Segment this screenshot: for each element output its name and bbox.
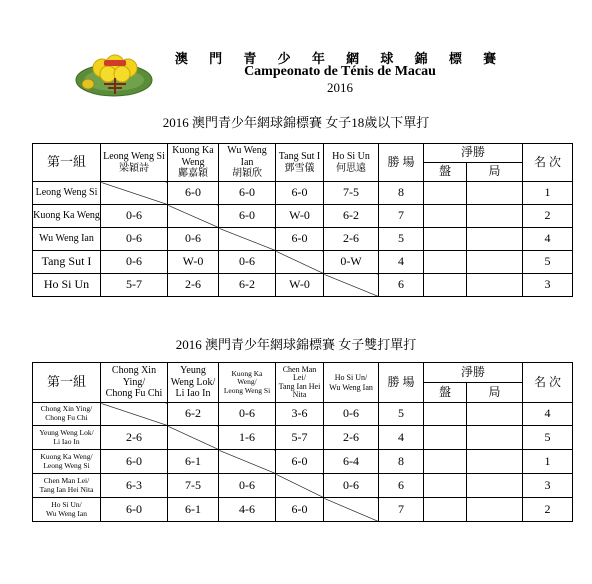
score-cell: 6-1 bbox=[168, 450, 219, 474]
team-name: Yeung Weng Lok/ Li Iao In bbox=[33, 426, 101, 450]
wins-cell: 7 bbox=[379, 205, 424, 228]
header-portuguese-title: Campeonato de Ténis de Macau bbox=[244, 64, 436, 79]
col-header: Kuong Ka Weng/ Leong Weng Si bbox=[219, 363, 276, 403]
score-cell: 6-2 bbox=[324, 205, 379, 228]
wins-cell: 8 bbox=[379, 450, 424, 474]
sets-cell bbox=[424, 403, 467, 426]
score-cell: 1-6 bbox=[219, 426, 276, 450]
team-name: Ho Si Un/ Wu Weng Ian bbox=[33, 498, 101, 522]
score-cell: W-0 bbox=[276, 274, 324, 297]
score-cell: 0-6 bbox=[168, 228, 219, 251]
wins-cell: 8 bbox=[379, 182, 424, 205]
games-cell bbox=[467, 274, 523, 297]
games-header: 局 bbox=[467, 383, 523, 403]
rank-cell: 3 bbox=[523, 274, 573, 297]
table1-grid bbox=[32, 143, 573, 297]
player-name: Ho Si Un bbox=[33, 274, 101, 297]
sets-header: 盤 bbox=[424, 383, 467, 403]
rank-cell: 2 bbox=[523, 205, 573, 228]
rank-header: 名 次 bbox=[523, 144, 573, 182]
score-cell: 6-0 bbox=[276, 450, 324, 474]
score-cell: 0-6 bbox=[324, 403, 379, 426]
score-cell: W-0 bbox=[276, 205, 324, 228]
score-cell: 2-6 bbox=[324, 426, 379, 450]
sets-cell bbox=[424, 498, 467, 522]
wins-cell: 4 bbox=[379, 251, 424, 274]
player-name: Tang Sut I bbox=[33, 251, 101, 274]
table-row bbox=[33, 498, 573, 522]
col-header: Chen Man Lei/ Tang Ian Hei Nita bbox=[276, 363, 324, 403]
score-cell: 6-0 bbox=[101, 450, 168, 474]
col-header: Ho Si Un 何思遠 bbox=[324, 144, 379, 182]
sets-cell bbox=[424, 228, 467, 251]
self-match-cell bbox=[168, 205, 219, 228]
table-row bbox=[33, 474, 573, 498]
header-year: 2016 bbox=[327, 80, 353, 95]
self-match-cell bbox=[219, 228, 276, 251]
score-cell: 2-6 bbox=[324, 228, 379, 251]
games-cell bbox=[467, 205, 523, 228]
score-cell: 5-7 bbox=[101, 274, 168, 297]
score-cell: 7-5 bbox=[168, 474, 219, 498]
games-cell bbox=[467, 426, 523, 450]
group-header: 第一組 bbox=[33, 363, 101, 403]
score-cell: 6-0 bbox=[276, 182, 324, 205]
games-cell bbox=[467, 403, 523, 426]
table2-grid bbox=[32, 362, 573, 522]
score-cell: W-0 bbox=[168, 251, 219, 274]
sets-cell bbox=[424, 182, 467, 205]
score-cell: 0-6 bbox=[219, 251, 276, 274]
rank-cell: 5 bbox=[523, 426, 573, 450]
rank-header: 名 次 bbox=[523, 363, 573, 403]
rank-cell: 5 bbox=[523, 251, 573, 274]
player-name: Leong Weng Si bbox=[33, 182, 101, 205]
sets-cell bbox=[424, 274, 467, 297]
net-header: 淨勝 bbox=[424, 144, 523, 163]
table-row bbox=[33, 205, 573, 228]
table2-title: 2016 澳門青少年網球錦標賽 女子雙打單打 bbox=[175, 337, 417, 352]
table-row bbox=[33, 450, 573, 474]
col-header: Kuong Ka Weng 鄺嘉穎 bbox=[168, 144, 219, 182]
table-row bbox=[33, 403, 573, 426]
rank-cell: 4 bbox=[523, 403, 573, 426]
self-match-cell bbox=[101, 403, 168, 426]
score-cell: 2-6 bbox=[168, 274, 219, 297]
score-cell: 2-6 bbox=[101, 426, 168, 450]
score-cell: 6-0 bbox=[276, 228, 324, 251]
score-cell: 3-6 bbox=[276, 403, 324, 426]
net-header: 淨勝 bbox=[424, 363, 523, 383]
self-match-cell bbox=[101, 182, 168, 205]
col-header: Yeung Weng Lok/ Li Iao In bbox=[168, 363, 219, 403]
rank-cell: 1 bbox=[523, 182, 573, 205]
score-cell: 6-3 bbox=[101, 474, 168, 498]
score-cell: 0-6 bbox=[219, 403, 276, 426]
rank-cell: 3 bbox=[523, 474, 573, 498]
score-cell: 0-6 bbox=[101, 251, 168, 274]
score-cell: 6-0 bbox=[219, 205, 276, 228]
team-name: Chen Man Lei/ Tang Ian Hei Nita bbox=[33, 474, 101, 498]
wins-cell: 6 bbox=[379, 274, 424, 297]
table-row bbox=[33, 182, 573, 205]
wins-header: 勝 場 bbox=[379, 144, 424, 182]
wins-cell: 7 bbox=[379, 498, 424, 522]
table-row bbox=[33, 228, 573, 251]
wins-cell: 5 bbox=[379, 403, 424, 426]
games-cell bbox=[467, 182, 523, 205]
score-cell: 6-0 bbox=[219, 182, 276, 205]
self-match-cell bbox=[324, 498, 379, 522]
table-row bbox=[33, 251, 573, 274]
self-match-cell bbox=[168, 426, 219, 450]
player-name: Wu Weng Ian bbox=[33, 228, 101, 251]
sets-cell bbox=[424, 450, 467, 474]
score-cell: 0-6 bbox=[324, 474, 379, 498]
score-cell: 6-0 bbox=[101, 498, 168, 522]
sets-cell bbox=[424, 251, 467, 274]
table1-title: 2016 澳門青少年網球錦標賽 女子18歲以下單打 bbox=[162, 115, 430, 130]
self-match-cell bbox=[276, 474, 324, 498]
score-cell: 4-6 bbox=[219, 498, 276, 522]
col-header: Tang Sut I 鄧雪儀 bbox=[276, 144, 324, 182]
table-row bbox=[33, 274, 573, 297]
score-cell: 6-1 bbox=[168, 498, 219, 522]
score-cell: 5-7 bbox=[276, 426, 324, 450]
header-chinese-title: 澳 門 青 少 年 網 球 錦 標 賽 bbox=[174, 51, 506, 66]
score-cell: 7-5 bbox=[324, 182, 379, 205]
score-cell: 6-2 bbox=[168, 403, 219, 426]
self-match-cell bbox=[276, 251, 324, 274]
score-cell: 0-6 bbox=[219, 474, 276, 498]
wins-cell: 4 bbox=[379, 426, 424, 450]
sets-header: 盤 bbox=[424, 163, 467, 182]
sets-cell bbox=[424, 426, 467, 450]
score-cell: 6-0 bbox=[276, 498, 324, 522]
games-cell bbox=[467, 450, 523, 474]
self-match-cell bbox=[219, 450, 276, 474]
group-header: 第一組 bbox=[33, 144, 101, 182]
col-header: Leong Weng Si 梁穎詩 bbox=[101, 144, 168, 182]
sets-cell bbox=[424, 205, 467, 228]
player-name: Kuong Ka Weng bbox=[33, 205, 101, 228]
rank-cell: 4 bbox=[523, 228, 573, 251]
team-name: Chong Xin Ying/ Chong Fu Chi bbox=[33, 403, 101, 426]
score-cell: 0-W bbox=[324, 251, 379, 274]
score-cell: 6-2 bbox=[219, 274, 276, 297]
score-cell: 0-6 bbox=[101, 228, 168, 251]
team-name: Kuong Ka Weng/ Leong Weng Si bbox=[33, 450, 101, 474]
score-cell: 0-6 bbox=[101, 205, 168, 228]
games-header: 局 bbox=[467, 163, 523, 182]
games-cell bbox=[467, 474, 523, 498]
col-header: Ho Si Un/ Wu Weng Ian bbox=[324, 363, 379, 403]
games-cell bbox=[467, 498, 523, 522]
self-match-cell bbox=[324, 274, 379, 297]
wins-cell: 5 bbox=[379, 228, 424, 251]
score-cell: 6-4 bbox=[324, 450, 379, 474]
col-header: Chong Xin Ying/ Chong Fu Chi bbox=[101, 363, 168, 403]
rank-cell: 1 bbox=[523, 450, 573, 474]
col-header: Wu Weng Ian 胡穎欣 bbox=[219, 144, 276, 182]
wins-header: 勝 場 bbox=[379, 363, 424, 403]
rank-cell: 2 bbox=[523, 498, 573, 522]
wins-cell: 6 bbox=[379, 474, 424, 498]
sets-cell bbox=[424, 474, 467, 498]
score-cell: 6-0 bbox=[168, 182, 219, 205]
games-cell bbox=[467, 228, 523, 251]
games-cell bbox=[467, 251, 523, 274]
table-row bbox=[33, 426, 573, 450]
